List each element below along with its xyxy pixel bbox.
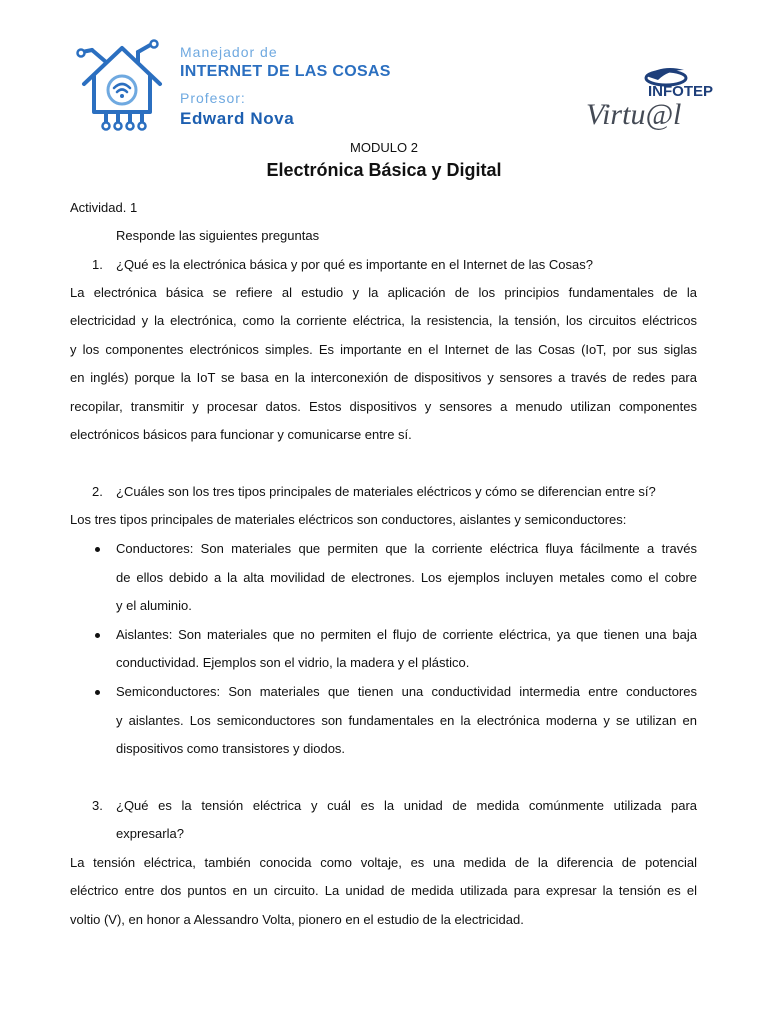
bullet-line: dispositivos como transistores y diodos.: [116, 741, 346, 756]
bullet-line: y el aluminio.: [116, 598, 192, 613]
answer-line: electricidad y la electrónica, como la corriente eléctrica, la resistencia, la tensión, los circuitos eléctricos: [70, 313, 697, 328]
infotep-label: INFOTEP: [648, 83, 714, 100]
answer-line: electrónicos básicos para funcionar y comunicarse entre sí.: [70, 427, 412, 442]
answer-line: en inglés) porque la IoT se basa en la interconexión de dispositivos y sensores a través de redes para: [70, 370, 697, 385]
question-number: 2.: [92, 484, 103, 499]
bullet-icon: [95, 547, 100, 552]
answer-line: eléctrico entre dos puntos en un circuito. La unidad de medida utilizada para expresar la tensión es el: [70, 883, 697, 898]
answer-intro: Los tres tipos principales de materiales eléctricos son conductores, aislantes y semiconductores:: [70, 512, 627, 527]
question-number: 3.: [92, 798, 103, 813]
professor-name: Edward Nova: [180, 109, 295, 128]
bullet-line: y aislantes. Los semiconductores son fundamentales en la electrónica moderna y se utilizan en: [116, 713, 697, 728]
question-text: ¿Qué es la tensión eléctrica y cuál es la unidad de medida comúnmente utilizada para: [116, 798, 697, 813]
question-text: ¿Qué es la electrónica básica y por qué es importante en el Internet de las Cosas?: [116, 257, 593, 272]
question-text: ¿Cuáles son los tres tipos principales de materiales eléctricos y cómo se diferencian entre sí?: [116, 484, 656, 499]
activity-label: Actividad. 1: [70, 200, 138, 215]
professor-label: Profesor:: [180, 90, 246, 106]
bullet-line: Semiconductores: Son materiales que tienen una conductividad intermedia entre conductores: [116, 684, 697, 699]
bullet-line: conductividad. Ejemplos son el vidrio, la madera y el plástico.: [116, 655, 470, 670]
answer-line: La tensión eléctrica, también conocida como voltaje, es una medida de la diferencia de potencial: [70, 855, 697, 870]
question-text: expresarla?: [116, 826, 184, 841]
brand-block: [180, 44, 391, 129]
brand-subtitle: Manejador de: [180, 44, 278, 60]
bullet-icon: [95, 690, 100, 695]
brand-title: INTERNET DE LAS COSAS: [180, 63, 391, 80]
answer-line: La electrónica básica se refiere al estudio y la aplicación de los principios fundamentales de la: [70, 285, 697, 300]
instruction-text: Responde las siguientes preguntas: [116, 228, 320, 243]
answer-line: y los componentes electrónicos simples. Es importante en el Internet de las Cosas (IoT, por sus siglas: [70, 342, 697, 357]
bullet-line: de ellos debido a la alta movilidad de electrones. Los ejemplos incluyen metales como el cobre: [116, 570, 697, 585]
document-title: Electrónica Básica y Digital: [266, 160, 502, 180]
answer-line: voltio (V), en honor a Alessandro Volta, pionero en el estudio de la electricidad.: [70, 912, 524, 927]
answer-line: recopilar, transmitir y procesar datos. Estos dispositivos y sensores a menudo utilizan componentes: [70, 399, 697, 414]
virtual-label: Virtu@l: [586, 98, 682, 131]
bullet-line: Conductores: Son materiales que permiten que la corriente eléctrica fluya fácilmente a través: [116, 541, 697, 556]
bullet-line: Aislantes: Son materiales que no permiten el flujo de corriente eléctrica, ya que tienen una baja: [116, 627, 697, 642]
question-number: 1.: [92, 257, 103, 272]
bullet-icon: [95, 633, 100, 638]
infotep-virtual-logo: [584, 64, 714, 134]
iot-house-logo: [76, 40, 168, 136]
module-label: MODULO 2: [350, 140, 418, 155]
